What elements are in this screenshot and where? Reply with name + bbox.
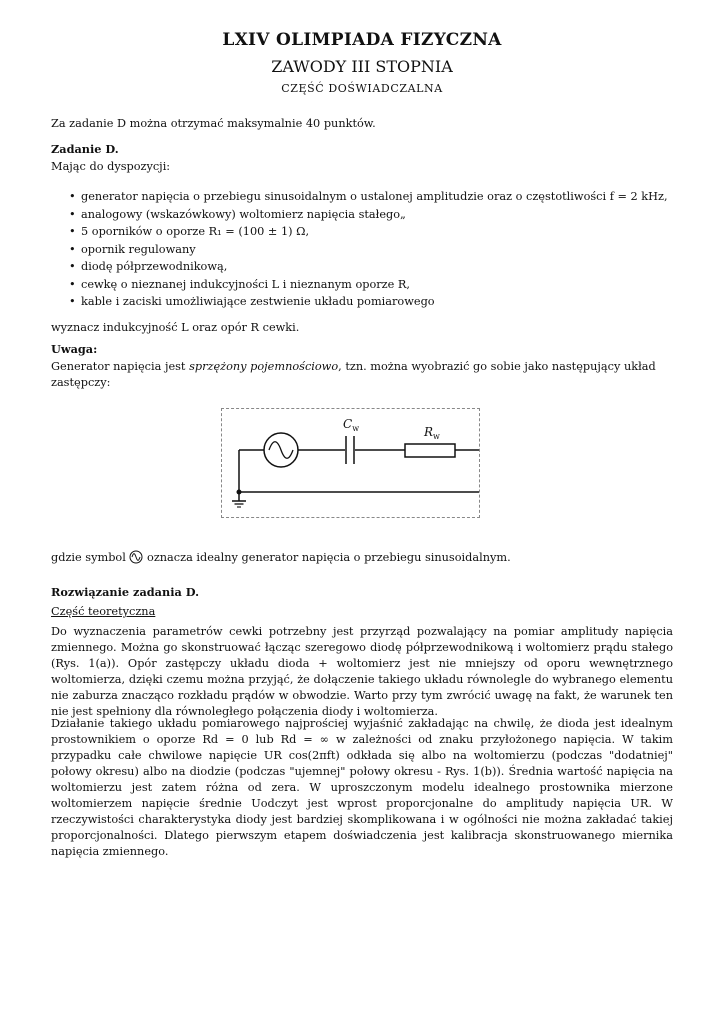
- list-item: • kable i zaciski umożliwiające zestwienie układu pomiarowego: [69, 295, 435, 308]
- list-item: • cewkę o nieznanej indukcyjności L i nieznanym oporze R,: [69, 277, 410, 291]
- sine-wave-icon: [269, 442, 293, 459]
- list-item: • diodę półprzewodnikową,: [69, 260, 228, 273]
- symbol-explanation: gdzie symbol oznacza idealny generator napięcia o przebiegu sinusoidalnym.: [51, 551, 511, 564]
- equipment-list: [51, 188, 673, 311]
- task-goal: wyznacz indukcyjność L oraz opór R cewki.: [51, 321, 300, 334]
- note-heading: Uwaga:: [51, 342, 98, 356]
- solution-heading: Rozwiązanie zadania D.: [51, 585, 200, 599]
- resistor: [405, 444, 455, 457]
- part-title: CZĘŚĆ DOŚWIADCZALNA: [281, 82, 443, 95]
- equivalent-circuit-diagram: [221, 408, 480, 518]
- stage-subtitle: ZAWODY III STOPNIA: [271, 57, 453, 76]
- list-item: • opornik regulowany: [69, 242, 196, 256]
- list-item: • generator napięcia o przebiegu sinusoidalnym o ustalonej amplitudzie oraz o częstotliwości f = 2 kHz,: [69, 190, 668, 203]
- capacitor-label: $C_w$: [343, 417, 360, 433]
- note-text: Generator napięcia jest sprzężony pojemnościowo, tzn. można wyobrazić go sobie jako następujący układ zastępczy:: [51, 360, 656, 389]
- task-heading: Zadanie D.: [51, 142, 119, 156]
- circuit-svg: [222, 409, 479, 517]
- solution-paragraph-1: Do wyznaczenia parametrów cewki potrzebny jest przyrząd pozwalający na pomiar amplitudy napięcia zmiennego. Można go skonstruować łącząc szeregowo diodę półprzewodnikową i woltomierz prądu stałego (Rys. 1(a)). Opór zastępczy układu dioda + woltomierz jest nie mniejszy od oporu wewnętrznego woltomierza, dzięki czemu można przyjąć, że dołączenie takiego układu równolegle do wybranego elementu nie zaburza znacząco rozkładu prądów w obwodzie. Warto przy tym zwrócić uwagę na fakt, że warunek ten nie jest spełniony dla równoległego połączenia diody i woltomierza.: [51, 625, 673, 718]
- points-intro: Za zadanie D można otrzymać maksymalnie 40 punktów.: [51, 117, 376, 130]
- solution-paragraph-2: Działanie takiego układu pomiarowego najprościej wyjaśnić zakładając na chwilę, że dioda jest idealnym prostownikiem o oporze Rd = 0 lub Rd = ∞ w zależności od znaku przyłożonego napięcia. W takim przypadku całe chwilowe napięcie UR cos(2πft) odkłada się albo na woltomierzu (podczas "dodatniej" połowy okresu) albo na diodzie (podczas "ujemnej" połowy okresu - Rys. 1(b)). Średnia wartość napięcia na woltomierzu jest zatem różna od zera. W uproszczonym modelu idealnego prostownika mierzone woltomierzem napięcie średnie Uodczyt jest wprost proporcjonalne do amplitudy napięcia UR. W rzeczywistości charakterystyka diody jest bardziej skomplikowana i w ogólności nie można zakładać takiej proporcjonalności. Dlatego pierwszym etapem doświadczenia jest kalibracja skonstruowanego miernika napięcia zmiennego.: [51, 717, 673, 858]
- task-lead: Mając do dyspozycji:: [51, 160, 171, 173]
- list-item: • analogowy (wskazówkowy) woltomierz napięcia stałego„: [69, 207, 406, 221]
- resistor-label: $R_w$: [424, 425, 440, 441]
- sine-generator-icon: [129, 550, 143, 564]
- list-item: • 5 oporników o oporze R₁ = (100 ± 1) Ω,: [69, 225, 310, 238]
- solution-subheading: Część teoretyczna: [51, 605, 156, 618]
- olympiad-title: LXIV OLIMPIADA FIZYCZNA: [222, 30, 502, 50]
